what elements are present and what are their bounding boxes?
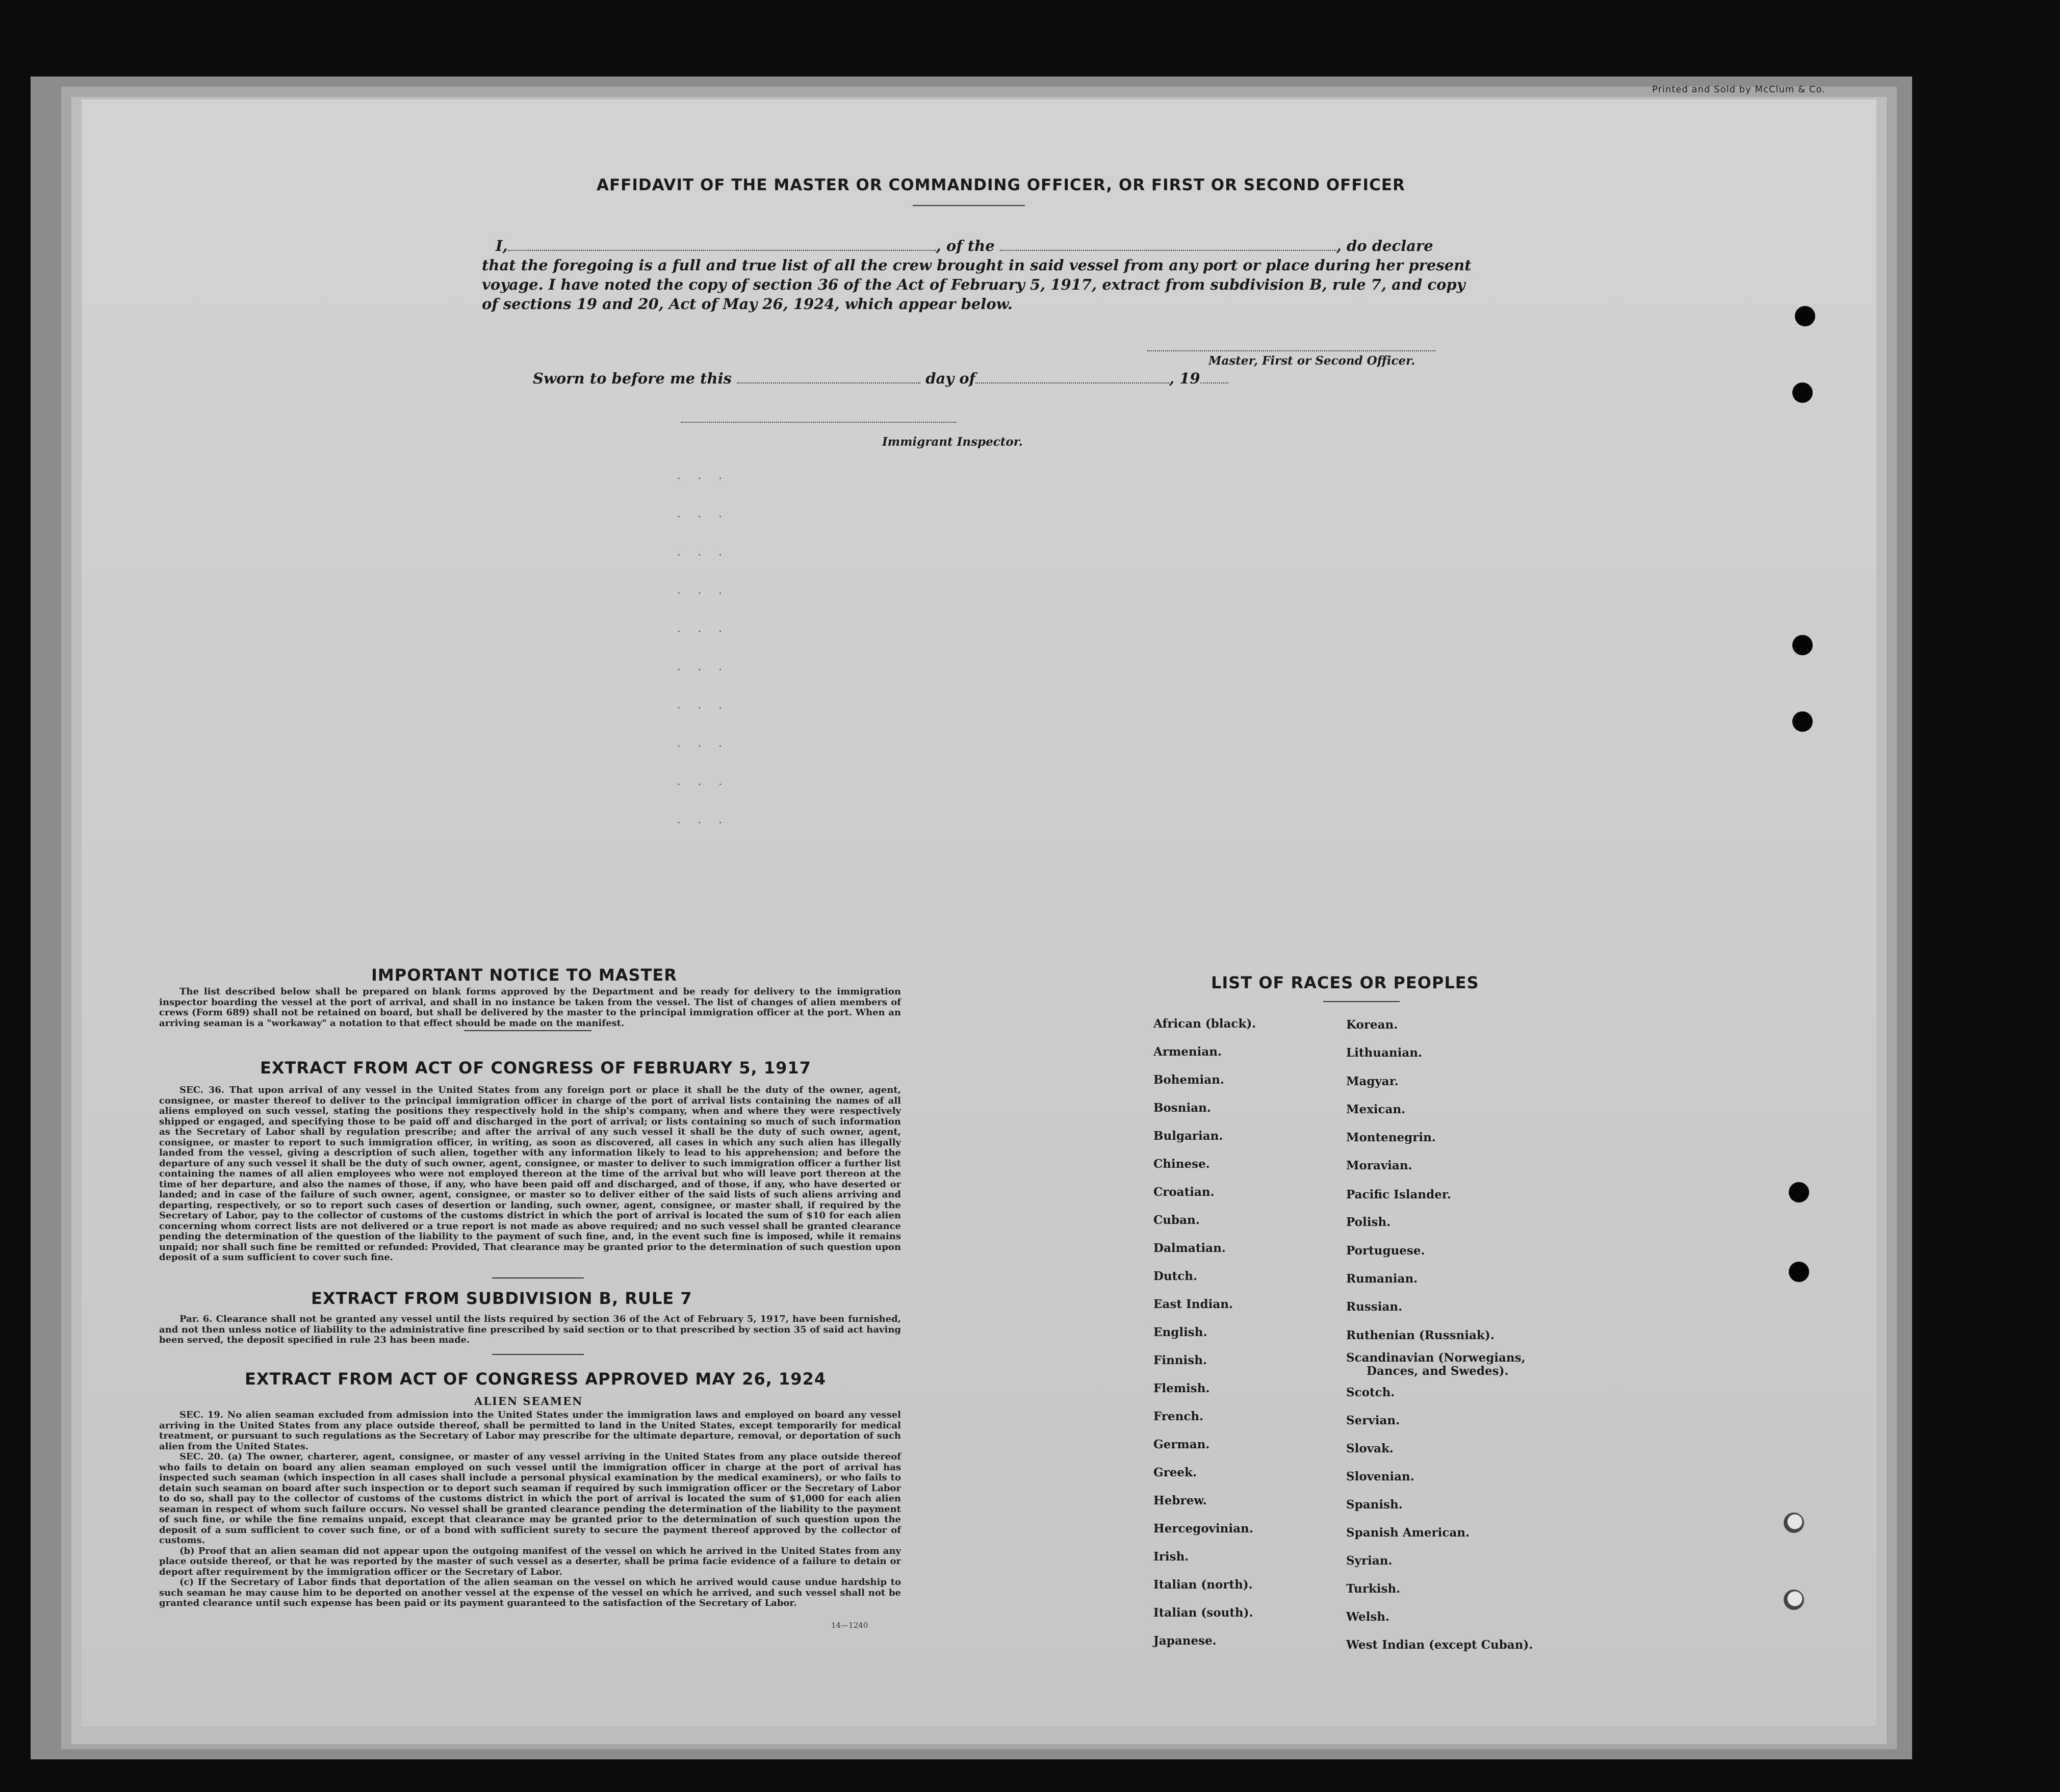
race-item: Finnish.: [1153, 1353, 1207, 1367]
sworn-prefix: Sworn to before me this: [533, 370, 732, 387]
day-blank: [737, 382, 920, 383]
affidavit-line-4: of sections 19 and 20, Act of May 26, 1924, which appear below.: [482, 295, 1013, 313]
race-item: French.: [1153, 1410, 1204, 1423]
extract-1924-body: [159, 1410, 901, 1609]
race-item: Montenegrin.: [1346, 1131, 1436, 1144]
race-item: Mexican.: [1346, 1103, 1406, 1116]
section-rule: [492, 1354, 584, 1355]
month-blank: [975, 382, 1169, 383]
race-item: Pacific Islander.: [1346, 1188, 1451, 1201]
race-item: Russian.: [1346, 1300, 1403, 1314]
race-item: Dutch.: [1153, 1269, 1198, 1283]
form-number: 14—1240: [831, 1621, 868, 1630]
extract-rule7-title: EXTRACT FROM SUBDIVISION B, RULE 7: [311, 1289, 692, 1308]
binder-hole: [1792, 635, 1813, 655]
binder-hole: [1789, 1182, 1809, 1202]
title-rule: [913, 205, 1025, 206]
race-item: Dances, and Swedes).: [1367, 1364, 1509, 1378]
binder-hole: [1784, 1513, 1804, 1533]
race-item: Spanish American.: [1346, 1526, 1470, 1540]
race-item: Welsh.: [1346, 1610, 1390, 1624]
race-item: Japanese.: [1153, 1634, 1217, 1648]
race-item: Cuban.: [1153, 1213, 1200, 1227]
race-item: East Indian.: [1153, 1297, 1233, 1311]
race-item: Italian (south).: [1153, 1606, 1253, 1620]
extract-1917-body: SEC. 36. That upon arrival of any vessel in the United States from any foreign port or place it shall be the duty of the owner, agent, consignee, or master thereof to deliver to the principal immigration officer in charge of the port of arrival lists containing the names of all aliens employed on such vessel, stating the positions they respectively hold in the ship's company, when and where they were respectively shipped or engaged, and specifying those to be paid off and discharged in the port of arrival; or lists containing so much of such information as the Secretary of Labor shall by regulation prescribe; and after the arrival of any such vessel it shall be the duty of such owner, agent, consignee, or master to report to such immigration officer, in writing, as soon as discovered, all cases in which any such alien has illegally landed from the vessel, giving a description of such alien, together with any information likely to lead to his apprehension; and before the departure of any such vessel it shall be the duty of such owner, agent, consignee, or master to deliver to such immigration officer a further list containing the names of all alien employees who were not employed thereon at the time of the arrival but who will leave port thereon at the time of her departure, and also the names of those, if any, who have been paid off and discharged, and of those, if any, who have deserted or landed; and in case of the failure of such owner, agent, consignee, or master so to deliver either of the said lists of such aliens arriving and departing, respectively, or so to report such cases of desertion or landing, such owner, agent, consignee, or master shall, if required by the Secretary of Labor, pay to the collector of customs of the customs district in which the port of arrival is located the sum of $10 for each alien concerning whom correct lists are not delivered or a true report is not made as above required; and no such vessel shall be granted clearance pending the determination of the question of the liability to the payment of such fine, and, in the event such fine is imposed, while it remains unpaid; nor shall such fine be remitted or refunded: Provided, That clearance may be granted prior to the determination of such question upon deposit of a sum sufficient to cover such fine.: [159, 1085, 901, 1263]
race-item: Scotch.: [1346, 1386, 1395, 1399]
affidavit-title: AFFIDAVIT OF THE MASTER OR COMMANDING OFFICER, OR FIRST OR SECOND OFFICER: [597, 176, 1405, 194]
race-item: Polish.: [1346, 1215, 1391, 1229]
name-blank: [508, 250, 936, 251]
extract-1924-title: EXTRACT FROM ACT OF CONGRESS APPROVED MAY 26, 1924: [245, 1369, 827, 1389]
race-item: Moravian.: [1346, 1159, 1412, 1172]
race-item: Bulgarian.: [1153, 1129, 1223, 1143]
race-item: Rumanian.: [1346, 1272, 1418, 1286]
race-item: Hercegovinian.: [1153, 1522, 1253, 1535]
sworn-line: [533, 370, 1228, 387]
alien-seamen-heading: ALIEN SEAMEN: [474, 1395, 583, 1407]
affidavit-line-1: [496, 237, 1433, 254]
races-title: LIST OF RACES OR PEOPLES: [1211, 973, 1479, 992]
sworn-year: , 19: [1169, 370, 1200, 387]
extract-1917-title: EXTRACT FROM ACT OF CONGRESS OF FEBRUARY 5, 1917: [260, 1058, 811, 1078]
affidavit-line-3: voyage. I have noted the copy of section 36 of the Act of February 5, 1917, extract from subdivision B, rule 7, and copy: [482, 276, 1465, 293]
race-item: Italian (north).: [1153, 1578, 1253, 1592]
notice-body: The list described below shall be prepared on blank forms approved by the Department and be ready for delivery to the immigration inspector boarding the vessel at the port of arrival, and shall in no instance be taken from the vessel. The list of changes of alien members of crews (Form 689) shall not be retained on board, but shall be delivered by the master to the principal immigration officer at the port. When an arriving seaman is a "workaway" a notation to that effect should be made on the manifest.: [159, 986, 901, 1029]
race-item: Portuguese.: [1346, 1244, 1425, 1258]
binder-hole: [1784, 1590, 1804, 1610]
race-item: Bosnian.: [1153, 1101, 1211, 1115]
vessel-blank: [1000, 250, 1336, 251]
race-item: Armenian.: [1153, 1045, 1222, 1059]
race-item: Slovenian.: [1346, 1470, 1414, 1483]
race-item: Greek.: [1153, 1466, 1197, 1479]
master-signature-line: [1147, 350, 1435, 351]
race-item: Turkish.: [1346, 1582, 1401, 1596]
sec-20-c: (c) If the Secretary of Labor finds that deportation of the alien seaman on the vessel on which he arrived would cause undue hardship to such seaman he may cause him to be deported on another vessel at the expense of the vessel on which he arrived, and such vessel shall not be granted clearance until such expense has been paid or its payment guaranteed to the satisfaction of the Secretary of Labor.: [159, 1577, 901, 1608]
race-item: Ruthenian (Russniak).: [1346, 1328, 1495, 1342]
binder-hole: [1792, 711, 1813, 732]
race-item: German.: [1153, 1438, 1210, 1451]
race-item: Scandinavian (Norwegians,: [1346, 1351, 1526, 1365]
sec-19: SEC. 19. No alien seaman excluded from admission into the United States under the immigration laws and employed on board any vessel arriving in the United States from any place outside thereof, shall be permitted to land in the United States, except temporarily for medical treatment, or pursuant to such regulations as the Secretary of Labor may prescribe for the ultimate departure, removal, or deportation of such alien from the United States.: [159, 1410, 901, 1452]
section-rule: [1323, 1001, 1400, 1002]
notice-title: IMPORTANT NOTICE TO MASTER: [371, 965, 677, 985]
printer-credit: Printed and Sold by McClum & Co.: [1652, 84, 1826, 95]
year-blank: [1200, 382, 1228, 383]
race-item: Flemish.: [1153, 1381, 1210, 1395]
race-item: Servian.: [1346, 1414, 1400, 1427]
race-item: Spanish.: [1346, 1498, 1403, 1512]
ruled-dots: . . . . . . . . . . . . . . . . . . . . . . . . . . . . . .: [677, 469, 729, 826]
race-item: African (black).: [1153, 1017, 1256, 1031]
master-signature-label: Master, First or Second Officer.: [1208, 354, 1415, 368]
affidavit-i: I,: [496, 237, 508, 254]
affidavit-of-the: , of the: [936, 237, 995, 254]
race-item: Irish.: [1153, 1550, 1189, 1564]
extract-rule7-body: Par. 6. Clearance shall not be granted any vessel until the lists required by section 36 of the Act of February 5, 1917, have been furnished, and not then unless notice of liability to the administrative fine prescribed by said section or to that prescribed by section 35 of said act having been served, the deposit specified in rule 23 has been made.: [159, 1314, 901, 1345]
race-item: Lithuanian.: [1346, 1046, 1422, 1060]
race-item: Hebrew.: [1153, 1494, 1207, 1507]
binder-hole: [1795, 306, 1815, 326]
section-rule: [492, 1277, 584, 1278]
binder-hole: [1789, 1262, 1809, 1282]
section-rule: [464, 1030, 591, 1031]
race-item: West Indian (except Cuban).: [1346, 1638, 1533, 1652]
race-item: Magyar.: [1346, 1074, 1399, 1088]
sec-20-a: SEC. 20. (a) The owner, charterer, agent, consignee, or master of any vessel arriving in the United States from any place outside thereof who fails to detain on board any alien seaman employed on such vessel until the immigration officer in charge at the port of arrival has inspected such seaman (which inspection in all cases shall include a personal physical examination by the medical examiners), or who fails to detain such seaman on board after such inspection or to deport such seaman if required by such immigration officer or the Secretary of Labor to do so, shall pay to the collector of customs of the customs district in which the port of arrival is located the sum of $1,000 for each alien seaman in respect of whom such failure occurs. No vessel shall be granted clearance pending the determination of the liability to the payment of such fine, or while the fine remains unpaid, except that clearance may be granted prior to the determination of such question upon the deposit of a sum sufficient to cover such fine, or of a bond with sufficient surety to secure the payment thereof approved by the collector of customs.: [159, 1451, 901, 1546]
race-item: Chinese.: [1153, 1157, 1210, 1171]
race-item: English.: [1153, 1325, 1207, 1339]
race-item: Slovak.: [1346, 1442, 1394, 1455]
sworn-day-of: day of: [925, 370, 976, 387]
binder-hole: [1792, 382, 1813, 403]
race-item: Dalmatian.: [1153, 1241, 1226, 1255]
race-item: Croatian.: [1153, 1185, 1215, 1199]
race-item: Bohemian.: [1153, 1073, 1224, 1087]
sec-20-b: (b) Proof that an alien seaman did not appear upon the outgoing manifest of the vessel on which he arrived in the United States from any place outside thereof, or that he was reported by the master of such vessel as a deserter, shall be prima facie evidence of a failure to detain or deport after requirement by the immigration officer or the Secretary of Labor.: [159, 1545, 901, 1577]
affidavit-declare: , do declare: [1336, 237, 1433, 254]
race-item: Syrian.: [1346, 1554, 1393, 1568]
inspector-signature-line: [681, 422, 956, 423]
race-item: Korean.: [1346, 1018, 1398, 1032]
inspector-signature-label: Immigrant Inspector.: [882, 435, 1023, 449]
affidavit-line-2: that the foregoing is a full and true list of all the crew brought in said vessel from any port or place during her present: [482, 257, 1472, 274]
